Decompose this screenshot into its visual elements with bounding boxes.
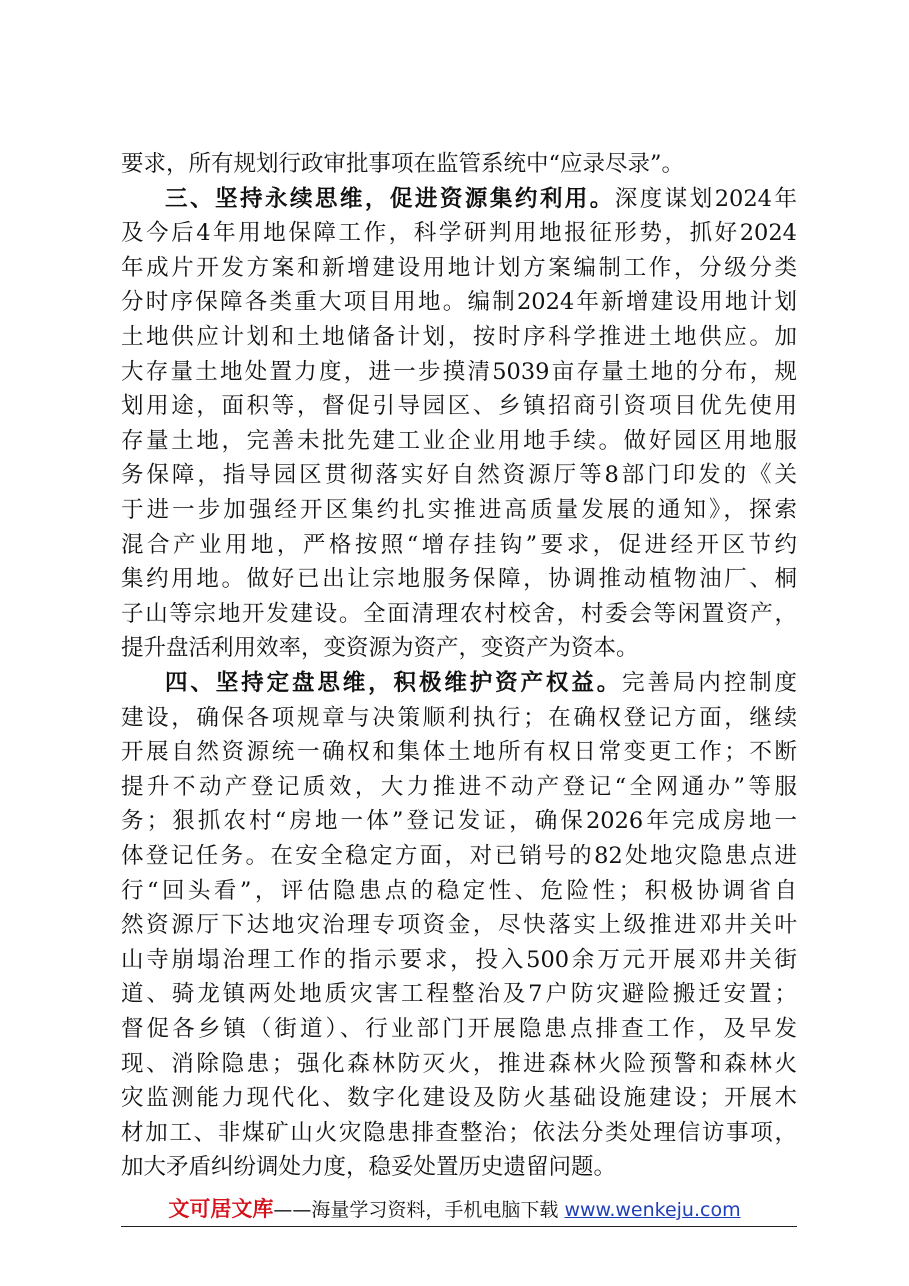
footer	[0, 1192, 909, 1226]
text-line: 及今后4年用地保障工作，科学研判用地报征形势，抓好2024	[121, 220, 797, 247]
text-line: 混合产业用地，严格按照“增存挂钩”要求，促进经开区节约	[121, 531, 797, 558]
text-line: 存量土地，完善未批先建工业企业用地手续。做好园区用地服	[121, 427, 797, 454]
text-line: 大存量土地处置力度，进一步摸清5039亩存量土地的分布，规	[121, 358, 797, 385]
footer-tagline: ——海量学习资料，手机电脑下载	[273, 1199, 559, 1221]
text-line: 子山等宗地开发建设。全面清理农村校舍，村委会等闲置资产，	[121, 600, 797, 627]
footer-divider	[121, 1226, 797, 1227]
text-line: 务保障，指导园区贯彻落实好自然资源厅等8部门印发的《关	[121, 462, 797, 489]
text-line: 材加工、非煤矿山火灾隐患排查整治；依法分类处理信访事项，	[121, 1119, 797, 1146]
text-run: 完善局内控制度	[622, 670, 797, 696]
footer-brand[interactable]: 文可居文库	[168, 1197, 274, 1221]
text-line: 道、骑龙镇两处地质灾害工程整治及7户防灾避险搬迁安置；	[121, 981, 797, 1008]
text-line: 灾监测能力现代化、数字化建设及防火基础设施建设；开展木	[121, 1085, 797, 1112]
text-line: 提升不动产登记质效，大力推进不动产登记“全网通办”等服	[121, 773, 797, 800]
text-line: 务；狠抓农村“房地一体”登记发证，确保2026年完成房地一	[121, 808, 797, 835]
text-line: 加大矛盾纠纷调处力度，稳妥处置历史遗留问题。	[121, 1154, 617, 1181]
text-line: 于进一步加强经开区集约扎实推进高质量发展的通知》，探索	[121, 497, 797, 523]
text-line: 要求，所有规划行政审批事项在监管系统中“应录尽录”。	[121, 151, 685, 177]
section-heading: 三、坚持永续思维，促进资源集约利用。	[165, 185, 615, 212]
text-line: 年成片开发方案和新增建设用地计划方案编制工作，分级分类	[121, 254, 797, 281]
footer-link[interactable]: www.wenkeju.com	[564, 1199, 741, 1221]
section-heading-line	[165, 181, 797, 217]
text-line: 然资源厅下达地灾治理专项资金，尽快落实上级推进邓井关叶	[121, 912, 797, 939]
text-line: 分时序保障各类重大项目用地。编制2024年新增建设用地计划	[121, 289, 797, 316]
text-run: 深度谋划2024年	[614, 185, 797, 212]
text-line: 督促各乡镇（街道）、行业部门开展隐患点排查工作，及早发	[121, 1016, 797, 1042]
text-line: 行“回头看”，评估隐患点的稳定性、危险性；积极协调省自	[121, 877, 797, 904]
text-line: 山寺崩塌治理工作的指示要求，投入500余万元开展邓井关街	[121, 946, 797, 973]
text-line: 建设，确保各项规章与决策顺利执行；在确权登记方面，继续	[121, 704, 797, 731]
section-heading: 四、坚持定盘思维，积极维护资产权益。	[165, 670, 623, 696]
text-line: 土地供应计划和土地储备计划，按时序科学推进土地供应。加	[121, 324, 797, 350]
section-heading-line	[165, 665, 797, 701]
text-line: 开展自然资源统一确权和集体土地所有权日常变更工作；不断	[121, 739, 797, 766]
text-line: 划用途，面积等，督促引导园区、乡镇招商引资项目优先使用	[121, 393, 797, 420]
text-line: 体登记任务。在安全稳定方面，对已销号的82处地灾隐患点进	[121, 843, 797, 869]
text-line: 集约用地。做好已出让宗地服务保障，协调推动植物油厂、桐	[121, 566, 797, 593]
text-line: 现、消除隐患；强化森林防灭火，推进森林火险预警和森林火	[121, 1050, 797, 1077]
text-line: 提升盘活利用效率，变资源为资产，变资产为资本。	[121, 635, 639, 662]
